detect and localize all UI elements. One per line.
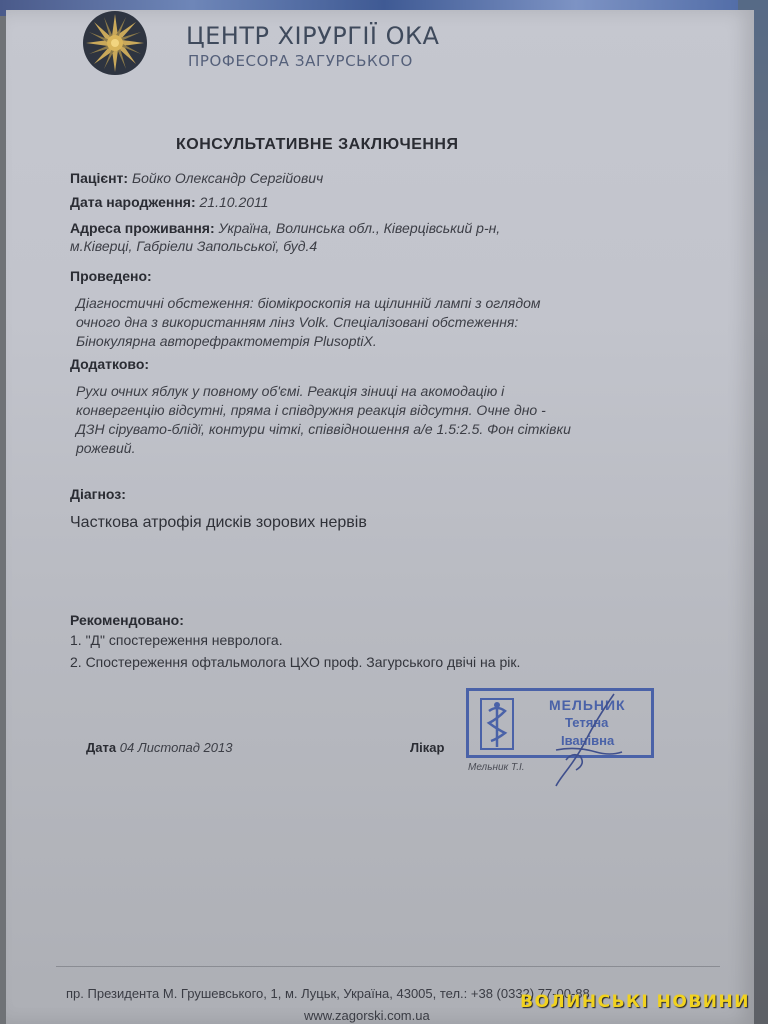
caduceus-icon (475, 695, 519, 753)
document-sheet (6, 10, 754, 1024)
address-value-2: м.Ківерці, Габріели Запольської, буд.4 (70, 238, 318, 254)
date-label: Дата (86, 740, 117, 755)
stamp-line-1: МЕЛЬНИК (549, 697, 626, 713)
dob-row (70, 194, 269, 210)
footer-address: пр. Президента М. Грушевського, 1, м. Луцьк, Україна, 43005, тел.: +38 (0332) 77-00-88 (66, 986, 590, 1001)
org-name: ЦЕНТР ХІРУРГІЇ ОКА (186, 22, 440, 50)
doctor-signature-name: Мельник Т.І. (468, 762, 525, 773)
additional-heading: Додатково: (70, 356, 150, 372)
performed-line: Бінокулярна авторефрактометрія PlusoptiX. (76, 333, 377, 349)
address-row (70, 220, 500, 236)
sunflower-logo-icon (82, 10, 148, 76)
footer-divider (56, 966, 720, 967)
document-title: КОНСУЛЬТАТИВНЕ ЗАКЛЮЧЕННЯ (176, 136, 459, 153)
recommended-heading: Рекомендовано: (70, 612, 184, 628)
recommended-item: 2. Спостереження офтальмолога ЦХО проф. Загурського двічі на рік. (70, 654, 521, 670)
address-row-2 (70, 238, 317, 254)
additional-line: Рухи очних яблук у повному об'ємі. Реакція зіниці на акомодацію і (76, 383, 505, 399)
performed-text (76, 294, 676, 351)
date-row (86, 740, 232, 755)
date-value: 04 Листопад 2013 (119, 740, 233, 755)
dob-label: Дата народження: (70, 194, 196, 210)
address-label: Адреса проживання: (70, 220, 215, 236)
performed-line: очного дна з використанням лінз Volk. Спеціалізовані обстеження: (76, 314, 519, 330)
additional-line: ДЗН сірувато-блідї, контури чіткі, співвідношення а/е 1.5:2.5. Фон сітківки (76, 421, 571, 437)
signature-icon (526, 690, 636, 790)
org-subtitle: ПРОФЕСОРА ЗАГУРСЬКОГО (188, 52, 413, 70)
stamp-line-2: Тетяна (565, 715, 609, 730)
stamp-line-3: Іванівна (561, 733, 615, 748)
patient-label: Пацієнт: (70, 170, 129, 186)
patient-value: Бойко Олександр Сергійович (131, 170, 324, 186)
dob-value: 21.10.2011 (199, 194, 269, 210)
diagnosis-value: Часткова атрофія дисків зорових нервів (70, 514, 367, 531)
additional-line: конвергенцію відсутні, пряма і співдружня реакція відсутня. Очне дно - (76, 402, 546, 418)
performed-heading: Проведено: (70, 268, 152, 284)
additional-line: рожевий. (76, 440, 136, 456)
doctor-label: Лікар (410, 740, 445, 755)
watermark-logo: ВОЛИНСЬКІ НОВИНИ (520, 992, 750, 1012)
recommended-item: 1. "Д" спостереження невролога. (70, 632, 283, 648)
diagnosis-heading: Діагноз: (70, 486, 126, 502)
additional-text (76, 382, 676, 458)
address-value-1: Україна, Волинська обл., Ківерцівський р-н, (218, 220, 501, 236)
performed-line: Діагностичні обстеження: біомікроскопія на щілинній лампі з оглядом (76, 295, 541, 311)
patient-row (70, 170, 323, 186)
footer-website: www.zagorski.com.ua (304, 1008, 430, 1023)
